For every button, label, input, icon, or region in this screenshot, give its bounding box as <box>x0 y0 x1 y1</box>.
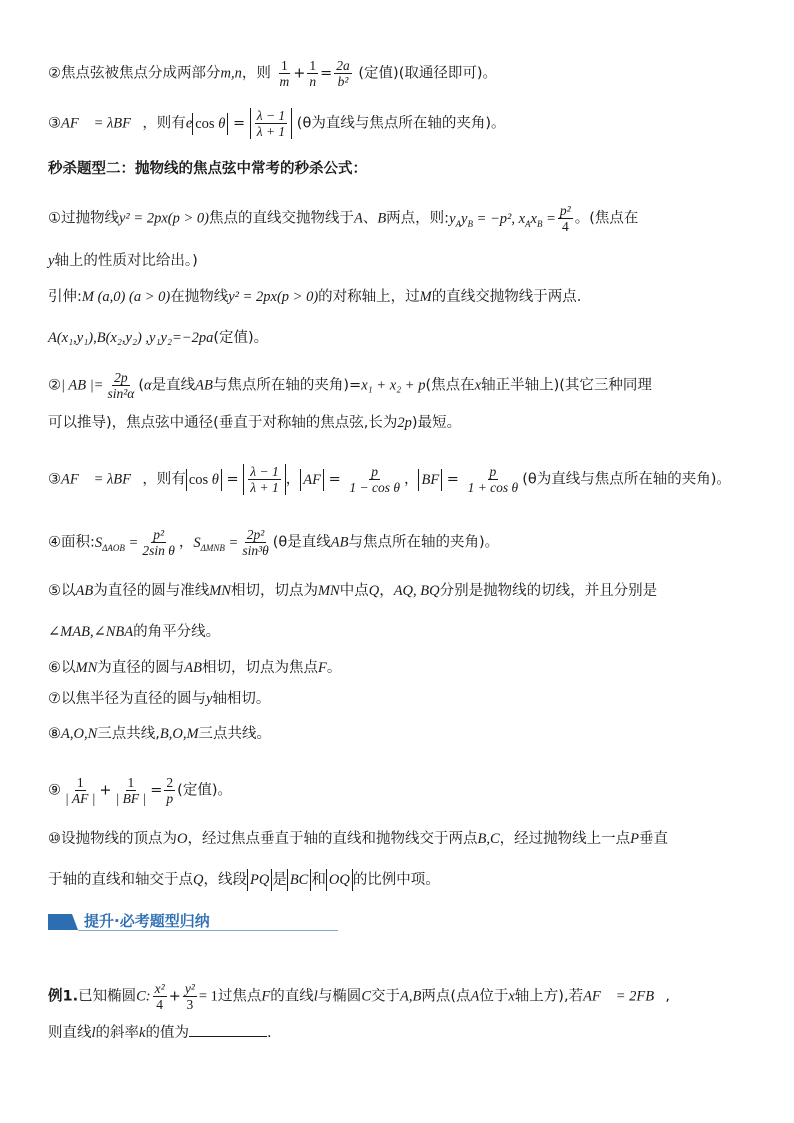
text: (焦点在 <box>425 377 475 394</box>
text: (θ为直线与焦点所在轴的夹角)。 <box>522 471 731 488</box>
property-3-ellipse: ③AF⃗ = λBF⃗，则有e cos θ = $\frac{\lambda - 1}{\lambda + 1}$ (θ为直线与焦点所在轴的夹角)。 <box>48 108 506 139</box>
property-7: ⑦以焦半径为直径的圆与y轴相切。 <box>48 691 271 707</box>
text: 轴正半轴上)(其它三种同理 <box>481 377 652 394</box>
text: (θ是直线 <box>272 534 331 551</box>
text: 三点共线。 <box>198 726 272 742</box>
text: 的斜率 <box>95 1025 140 1041</box>
text: 过焦点 <box>217 988 262 1005</box>
text: ， <box>285 471 301 488</box>
text: 是 <box>272 872 287 888</box>
text: 垂直 <box>639 831 668 847</box>
text: ，则 <box>241 65 271 82</box>
text: (定值)(取通径即可)。 <box>358 65 498 82</box>
text: 与焦点所在轴的夹角)。 <box>348 534 500 551</box>
banner-bar-icon <box>48 914 78 930</box>
text: ， <box>403 471 419 488</box>
text: ③ <box>48 471 61 488</box>
property-1-parabola-cont: y轴上的性质对比给出。) <box>48 253 198 269</box>
property-6: ⑥以MN为直径的圆与AB相切，切点为焦点F。 <box>48 660 342 676</box>
text: (θ为直线与焦点所在轴的夹角)。 <box>296 115 506 132</box>
banner-underline <box>78 930 338 931</box>
text: )最短。 <box>411 415 462 431</box>
math: ∠MAB,∠NBA <box>48 624 134 640</box>
property-2-parabola-cont: 可以推导)，焦点弦中通径(垂直于对称轴的焦点弦,长为2p)最短。 <box>48 415 462 431</box>
property-1-parabola: ①过抛物线y² = 2px(p > 0)焦点的直线交抛物线于A、B两点，则$:y_Ay_B = -p^2$, $x_Ax_B$ = $\frac{\text{p²}}{4}$ 。(焦点在 <box>48 203 639 234</box>
text: 分别是抛物线的切线，并且分别是 <box>439 583 658 599</box>
property-5-cont <box>48 621 754 643</box>
text: ， <box>178 534 194 551</box>
text: ⑥以 <box>48 660 76 676</box>
text: ①过抛物线 <box>48 210 119 227</box>
text: ，线段 <box>203 872 247 888</box>
example-1-cont: 则直线l的斜率k的值为 . <box>48 1025 272 1041</box>
text: 三点共线, <box>97 726 160 742</box>
text: 可以推导)，焦点弦中通径(垂直于对称轴的焦点弦,长为 <box>48 415 398 431</box>
text: (定值)。 <box>213 330 269 346</box>
text: 则直线 <box>48 1025 92 1041</box>
text: 与焦点所在轴的夹角)= <box>212 377 362 394</box>
property-2-parabola: ②| AB |= $\frac{2p}{\text{sin²α}}$ (α是直线AB与焦点所在轴的夹角)=x₁ + x₂ + p(焦点在x轴正半轴上)(其它三种同理 <box>48 370 652 401</box>
text: 位于 <box>479 988 509 1005</box>
text: 焦点的直线交抛物线于 <box>208 210 354 227</box>
text: 。 <box>326 660 342 676</box>
text: ② <box>48 377 61 394</box>
text: ，则有 <box>142 115 186 132</box>
text: 。(焦点在 <box>574 210 639 227</box>
text: 与椭圆 <box>317 988 362 1005</box>
section-banner <box>48 908 338 932</box>
text: . <box>266 1025 272 1041</box>
text: ， <box>379 583 394 599</box>
text: 已知椭圆 <box>78 988 137 1005</box>
text: 的值为 <box>145 1025 189 1041</box>
extension-cont: A(x₁,y₁),B(x₂,y₂) ,y₁y₂=−2pa(定值)。 <box>48 330 269 346</box>
text: (定值)。 <box>177 782 232 799</box>
text: 中点 <box>339 583 369 599</box>
property-8: ⑧A,O,N三点共线,B,O,M三点共线。 <box>48 726 272 742</box>
fraction: $\frac{2a}{\text{b²}}$ <box>336 58 350 89</box>
text: 为直径的圆与准线 <box>93 583 210 599</box>
text: 和 <box>311 872 326 888</box>
example-label: 例1. <box>48 988 79 1005</box>
banner-title: 提升·必考题型归纳 <box>84 912 210 930</box>
text: 轴相切。 <box>212 691 271 707</box>
text: ⑦以焦半径为直径的圆与 <box>48 691 206 707</box>
property-10: ⑩设抛物线的顶点为O，经过焦点垂直于轴的直线和抛物线交于两点B,C，经过抛物线上一点P垂直 <box>48 831 668 847</box>
text: 轴上的性质对比给出。) <box>54 253 198 269</box>
property-4-area: ④面积$:S_{\Delta AOB}$ = $\frac{\text{p²}}{\text{2sin θ}}$ ，$S_{\Delta MNB}$ = $\frac{\text{2p²}}{\text{sin³θ}}$ (θ是直线AB与焦点所在轴的夹角)。 <box>48 527 500 558</box>
example-1: 例1.已知椭圆C: $\frac{\text{x²}}{4}$ + $\frac{\text{y²}}{3}$ = 1过焦点F的直线l与椭圆C交于A,B两点(点A位于x轴上方),若AF⃗ = 2FB⃗, <box>48 981 670 1012</box>
text: 的直线 <box>270 988 314 1005</box>
extension: 引伸:M (a,0) (a > 0)在抛物线y² = 2px(p > 0)的对称轴上，过M的直线交抛物线于两点. <box>48 289 582 305</box>
answer-blank[interactable] <box>189 1036 267 1037</box>
text: 轴上方),若 <box>514 988 584 1005</box>
text: 的对称轴上，过 <box>318 289 420 305</box>
fraction: $\frac{1}{n}$ <box>309 58 317 89</box>
text: 的直线交抛物线于两点. <box>431 289 582 305</box>
section-heading: 秒杀题型二：抛物线的焦点弦中常考的秒杀公式： <box>48 161 367 177</box>
text: ，则有 <box>142 471 186 488</box>
property-2-ellipse: ②焦点弦被焦点分成两部分m,n，则 $\frac{1}{m}$ + $\frac{1}{n}$ = $\frac{2a}{\text{b²}}$ (定值)(取通径即可)。 <box>48 58 498 89</box>
text: 相切，切点为 <box>230 583 318 599</box>
text: 两点(点 <box>421 988 471 1005</box>
math: m,n <box>220 65 242 82</box>
text: 两点，则: <box>386 210 450 227</box>
text: 为直径的圆与 <box>97 660 185 676</box>
text: 的角平分线。 <box>133 624 221 640</box>
text: ⑤以 <box>48 583 76 599</box>
text: ②焦点弦被焦点分成两部分 <box>48 65 221 82</box>
property-10-cont: 于轴的直线和轴交于点Q，线段 PQ 是 BC 和 OQ 的比例中项。 <box>48 869 754 891</box>
text: 相切，切点为焦点 <box>201 660 318 676</box>
property-9: ⑨ $\frac{1}{| AF |}$ + $\frac{1}{| BF |}$ = $\frac{2}{p}$ (定值)。 <box>48 775 232 806</box>
text: 是直线 <box>151 377 196 394</box>
text: 引伸: <box>48 289 82 305</box>
property-3-parabola: ③AF⃗ = λBF⃗，则有 cos θ = $\frac{\lambda - 1}{\lambda + 1}$ ， AF = $\frac{p}{\text{1 − cos θ}}$ ， BF = $\frac{p}{\text{1 + cos θ}}$ (θ为直线与焦点所在轴的夹角)。 <box>48 464 731 495</box>
text: ，经过抛物线上一点 <box>499 831 631 847</box>
text: ( <box>138 377 145 394</box>
text: ⑨ <box>48 782 61 799</box>
property-5: ⑤以AB为直径的圆与准线MN相切，切点为MN中点Q，AQ, BQ分别是抛物线的切线，并且分别是 <box>48 583 658 599</box>
text: 交于 <box>370 988 400 1005</box>
text: 在抛物线 <box>170 289 229 305</box>
text: ，经过焦点垂直于轴的直线和抛物线交于两点 <box>187 831 478 847</box>
text: 的比例中项。 <box>352 872 440 888</box>
text: 于轴的直线和轴交于点 <box>48 872 193 888</box>
text: ③ <box>48 115 61 132</box>
text: ④面积: <box>48 534 95 551</box>
fraction: $\frac{1}{m}$ <box>279 58 290 89</box>
text: ⑩设抛物线的顶点为 <box>48 831 177 847</box>
text: ⑧ <box>48 726 61 742</box>
